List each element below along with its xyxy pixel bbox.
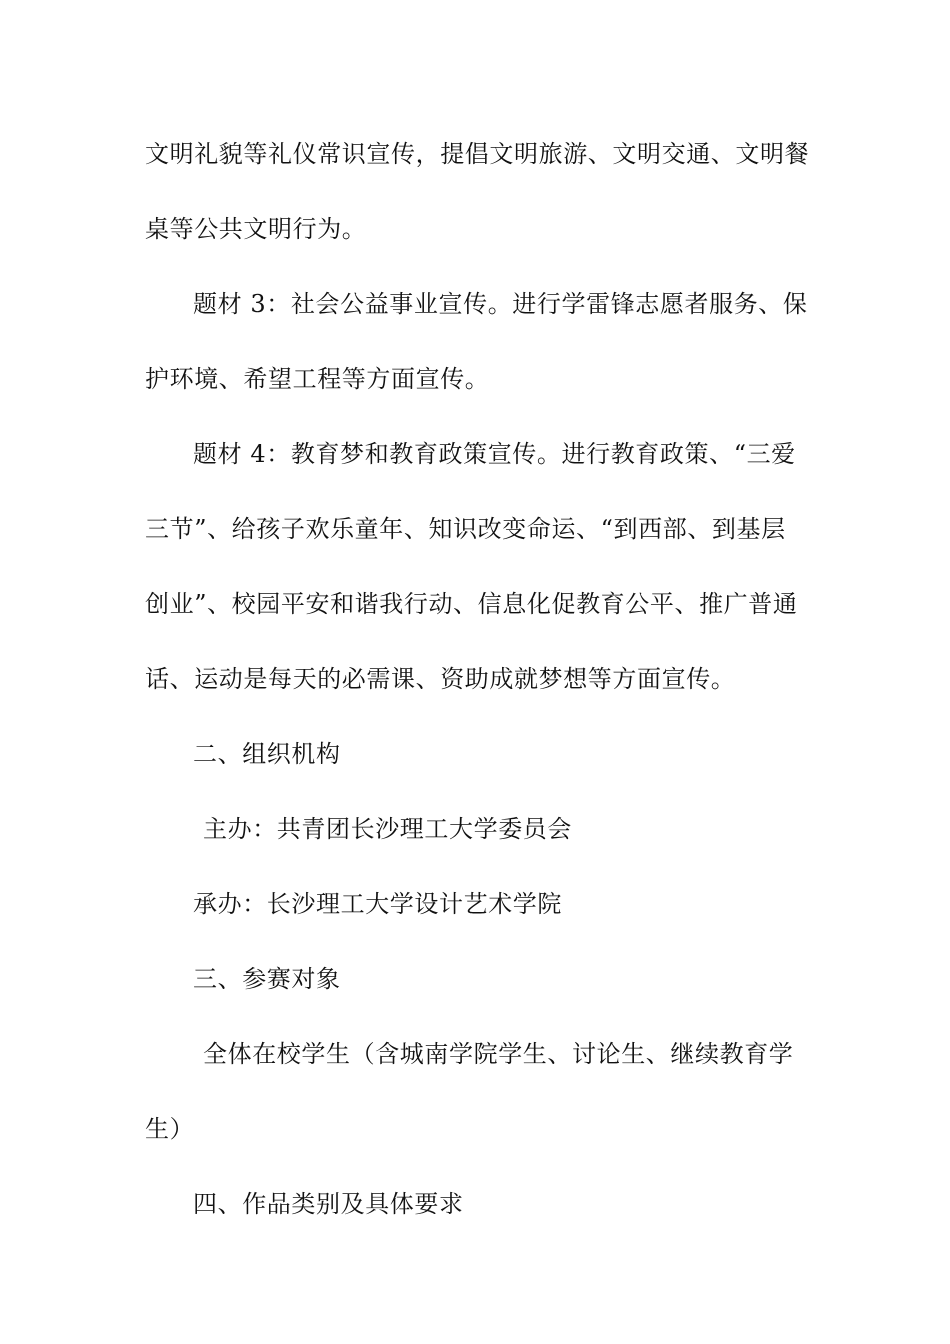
paragraph-line: 生） [145, 1115, 195, 1143]
section-heading: 四、作品类别及具体要求 [193, 1190, 464, 1218]
section-heading: 二、组织机构 [193, 740, 341, 768]
paragraph-line: 题材 4：教育梦和教育政策宣传。进行教育政策、“三爱 [193, 440, 796, 468]
paragraph-line: 文明礼貌等礼仪常识宣传，提倡文明旅游、文明交通、文明餐 [145, 140, 810, 168]
paragraph-line: 主办：共青团长沙理工大学委员会 [203, 815, 572, 843]
paragraph-line: 三节”、给孩子欢乐童年、知识改变命运、“到西部、到基层 [145, 515, 786, 543]
paragraph-line: 题材 3：社会公益事业宣传。进行学雷锋志愿者服务、保 [193, 290, 808, 318]
paragraph-line: 话、运动是每天的必需课、资助成就梦想等方面宣传。 [145, 665, 736, 693]
paragraph-line: 全体在校学生（含城南学院学生、讨论生、继续教育学 [203, 1040, 794, 1068]
section-heading: 三、参赛对象 [193, 965, 341, 993]
paragraph-line: 承办：长沙理工大学设计艺术学院 [193, 890, 562, 918]
paragraph-line: 创业”、校园平安和谐我行动、信息化促教育公平、推广普通 [145, 590, 798, 618]
paragraph-line: 桌等公共文明行为。 [145, 215, 367, 243]
paragraph-line: 护环境、希望工程等方面宣传。 [145, 365, 490, 393]
